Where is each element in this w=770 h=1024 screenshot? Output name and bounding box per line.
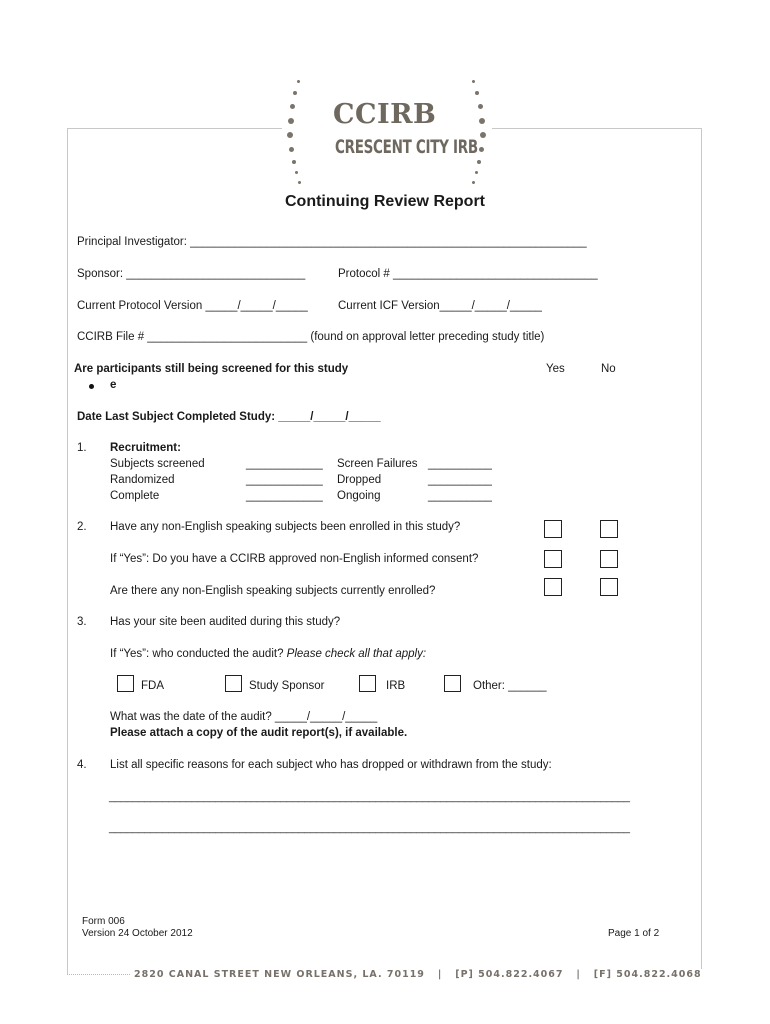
logo-dot	[290, 104, 295, 109]
non-english-current-no-checkbox[interactable]	[600, 578, 618, 596]
no-column-label: No	[601, 363, 616, 375]
logo-dot	[478, 104, 483, 109]
principal-investigator-field[interactable]: Principal Investigator: ______________________________________________________________	[77, 236, 587, 248]
dropped-field[interactable]: __________	[428, 474, 492, 486]
section-number: 4.	[77, 759, 87, 771]
logo-dot	[475, 91, 479, 95]
page-number: Page 1 of 2	[608, 928, 660, 939]
randomized-label: Randomized	[110, 474, 175, 486]
audit-conductor-question	[110, 648, 426, 660]
subjects-screened-label: Subjects screened	[110, 458, 205, 470]
form-version: Version 24 October 2012	[82, 928, 193, 939]
icf-version-field[interactable]: Current ICF Version_____/_____/_____	[338, 300, 542, 312]
date-last-subject-field[interactable]: Date Last Subject Completed Study: _____/_____/_____	[77, 411, 381, 423]
irb-option-label: IRB	[386, 680, 406, 692]
bullet-text: e	[110, 379, 117, 391]
non-english-enrolled-question: Have any non-English speaking subjects been enrolled in this study?	[110, 521, 461, 533]
audit-date-field[interactable]: What was the date of the audit? _____/_____/_____	[110, 711, 378, 723]
footer-address: 2820 CANAL STREET NEW ORLEANS, LA. 70119 | [P] 504.822.4067 | [F] 504.822.4068	[130, 969, 706, 980]
ongoing-field[interactable]: __________	[428, 490, 492, 502]
yes-column-label: Yes	[546, 363, 565, 375]
non-english-consent-no-checkbox[interactable]	[600, 550, 618, 568]
form-number: Form 006	[82, 916, 125, 927]
logo-dot	[295, 171, 298, 174]
randomized-field[interactable]: ____________	[246, 474, 323, 486]
logo-dot	[298, 181, 301, 184]
logo-dot	[475, 171, 478, 174]
logo-dot	[479, 147, 484, 152]
non-english-consent-yes-checkbox[interactable]	[544, 550, 562, 568]
fda-checkbox[interactable]	[117, 675, 134, 692]
dropout-reasons-line[interactable]: ________________________________________________________________________________________	[109, 791, 630, 803]
logo-dot	[472, 80, 475, 83]
dropout-reasons-line[interactable]: ________________________________________________________________________________________	[109, 822, 630, 834]
logo-dot	[287, 132, 293, 138]
non-english-enrolled-yes-checkbox[interactable]	[544, 520, 562, 538]
non-english-current-question: Are there any non-English speaking subjects currently enrolled?	[110, 585, 436, 597]
complete-field[interactable]: ____________	[246, 490, 323, 502]
logo-dot	[479, 118, 485, 124]
non-english-current-yes-checkbox[interactable]	[544, 578, 562, 596]
logo-subtitle: CRESCENT CITY IRB	[335, 137, 478, 159]
page-title: Continuing Review Report	[285, 193, 485, 210]
screening-question: Are participants still being screened for this study	[74, 363, 349, 375]
ccirb-file-field[interactable]: CCIRB File # _________________________ (found on approval letter preceding study title)	[77, 331, 545, 343]
study-sponsor-option-label: Study Sponsor	[249, 680, 325, 692]
logo-dot	[293, 91, 297, 95]
subjects-screened-field[interactable]: ____________	[246, 458, 323, 470]
dropout-reasons-question: List all specific reasons for each subject who has dropped or withdrawn from the study:	[110, 759, 552, 771]
fda-option-label: FDA	[141, 680, 164, 692]
non-english-consent-question: If “Yes”: Do you have a CCIRB approved non-English informed consent?	[110, 553, 479, 565]
page-border-left	[67, 128, 68, 974]
protocol-field[interactable]: Protocol # ________________________________	[338, 268, 598, 280]
logo-dot	[477, 160, 481, 164]
screen-failures-label: Screen Failures	[337, 458, 418, 470]
section-number: 2.	[77, 521, 87, 533]
other-checkbox[interactable]	[444, 675, 461, 692]
dropped-label: Dropped	[337, 474, 382, 486]
page-border-right	[701, 128, 702, 974]
protocol-version-field[interactable]: Current Protocol Version _____/_____/_____	[77, 300, 308, 312]
study-sponsor-checkbox[interactable]	[225, 675, 242, 692]
non-english-enrolled-no-checkbox[interactable]	[600, 520, 618, 538]
attach-report-note: Please attach a copy of the audit report(s), if available.	[110, 727, 408, 739]
logo-dot	[292, 160, 296, 164]
logo-dot	[289, 147, 294, 152]
sponsor-field[interactable]: Sponsor: ____________________________	[77, 268, 306, 280]
audit-conductor-prefix: If “Yes”: who conducted the audit?	[110, 648, 287, 660]
logo-dot	[472, 181, 475, 184]
section-number: 3.	[77, 616, 87, 628]
other-option-field[interactable]: Other: ______	[473, 680, 547, 692]
logo-title: CCIRB	[333, 99, 437, 130]
logo-dot	[480, 132, 486, 138]
audited-question: Has your site been audited during this study?	[110, 616, 341, 628]
recruitment-heading: Recruitment:	[110, 442, 181, 454]
logo-dot	[297, 80, 300, 83]
screen-failures-field[interactable]: __________	[428, 458, 492, 470]
bullet-icon	[89, 384, 94, 389]
ongoing-label: Ongoing	[337, 490, 381, 502]
audit-conductor-instruction: Please check all that apply:	[286, 648, 427, 660]
section-number: 1.	[77, 442, 87, 454]
logo-dot	[288, 118, 294, 124]
complete-label: Complete	[110, 490, 160, 502]
irb-checkbox[interactable]	[359, 675, 376, 692]
